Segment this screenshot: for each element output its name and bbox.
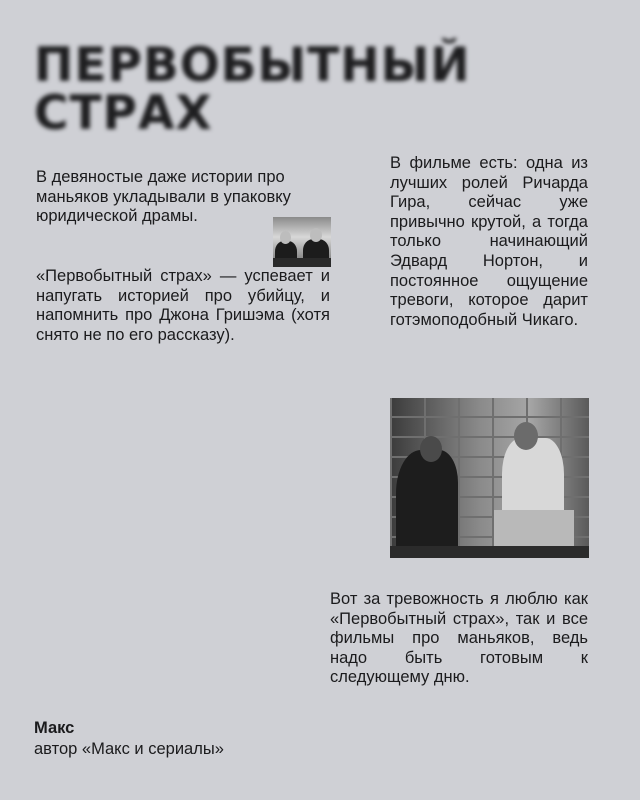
- author-role: автор «Макс и сериалы»: [34, 740, 224, 758]
- intro-paragraph: В девяностые даже истории про маньяков укладывали в упаковку юридической драмы.: [36, 168, 291, 226]
- features-paragraph: В фильме есть: одна из лучших ролей Ричарда Гира, сейчас уже привычно крутой, а тогда только начинающий Эдвард Нортон, и постоянное ощущение тревоги, которое дарит готэмоподобный Чикаго.: [390, 154, 588, 329]
- courtroom-still-image: [273, 217, 331, 267]
- outro-paragraph: Вот за тревожность я люблю как «Первобытный страх», так и все фильмы про маньяков, ведь надо быть готовым к следующему дню.: [330, 590, 588, 687]
- title-line-1: ПЕРВОБЫТНЫЙ: [34, 38, 471, 93]
- film-still-image: [390, 398, 589, 558]
- movie-paragraph: «Первобытный страх» — успевает и напугать историей про убийцу, и напомнить про Джона Гришэма (хотя снято не по его рассказу).: [36, 267, 330, 344]
- page-title: [34, 38, 471, 141]
- title-line-2: СТРАХ: [34, 86, 213, 141]
- author-name: Макс: [34, 719, 75, 737]
